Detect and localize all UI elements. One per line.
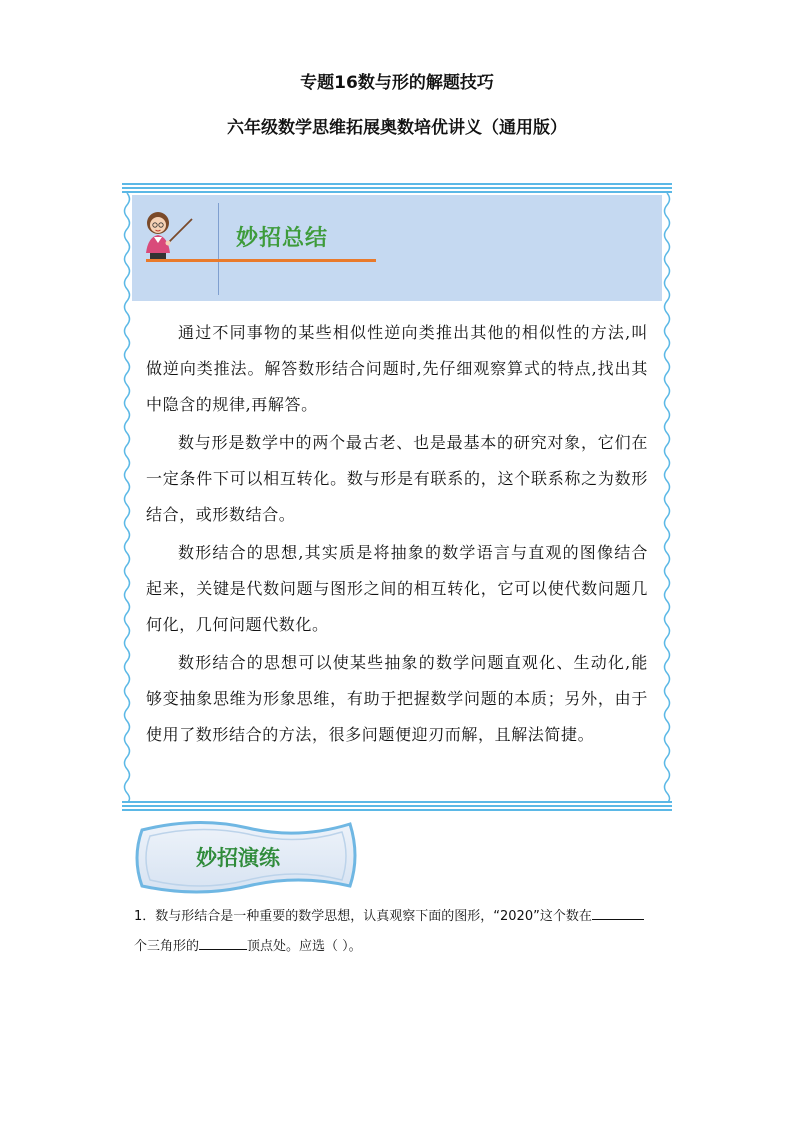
page-subtitle: 六年级数学思维拓展奥数培优讲义（通用版） — [227, 118, 567, 138]
header-underline — [146, 259, 376, 262]
summary-paragraph: 数与形是数学中的两个最古老、也是最基本的研究对象，它们在一定条件下可以相互转化。数与形是有联系的，这个联系称之为数形结合，或形数结合。 — [146, 433, 648, 524]
practice-heading: 妙招演练 — [196, 846, 280, 870]
question-1 — [134, 902, 664, 962]
summary-frame — [122, 183, 672, 813]
header-divider-vertical — [218, 203, 219, 295]
page-title: 专题16数与形的解题技巧 — [300, 73, 494, 93]
summary-paragraph: 数形结合的思想可以使某些抽象的数学问题直观化、生动化,能够变抽象思维为形象思维，有助于把握数学问题的本质；另外，由于使用了数形结合的方法，很多问题便迎刃而解，且解法简捷。 — [146, 653, 648, 744]
answer-blank[interactable] — [199, 936, 247, 950]
summary-header — [132, 195, 662, 301]
question-text: 顶点处。应选（ ）。 — [247, 939, 362, 954]
question-text: 1．数与形结合是一种重要的数学思想，认真观察下面的图形，“2020”这个数在 — [134, 909, 592, 924]
summary-paragraph: 通过不同事物的某些相似性逆向类推出其他的相似性的方法,叫做逆向类推法。解答数形结合问题时,先仔细观察算式的特点,找出其中隐含的规律,再解答。 — [146, 323, 648, 414]
frame-wave-right — [662, 193, 672, 803]
frame-stripes-top — [122, 183, 672, 195]
frame-wave-left — [122, 193, 132, 803]
frame-stripes-bottom — [122, 801, 672, 813]
summary-paragraph: 数形结合的思想,其实质是将抽象的数学语言与直观的图像结合起来，关键是代数问题与图形之间的相互转化，它可以使代数问题几何化，几何问题代数化。 — [146, 543, 648, 634]
summary-text — [146, 301, 648, 801]
teacher-pointer-icon — [138, 205, 198, 265]
question-text: 个三角形的 — [134, 939, 200, 954]
summary-heading: 妙招总结 — [236, 226, 329, 251]
summary-inner — [132, 195, 662, 801]
answer-blank[interactable] — [592, 906, 644, 920]
